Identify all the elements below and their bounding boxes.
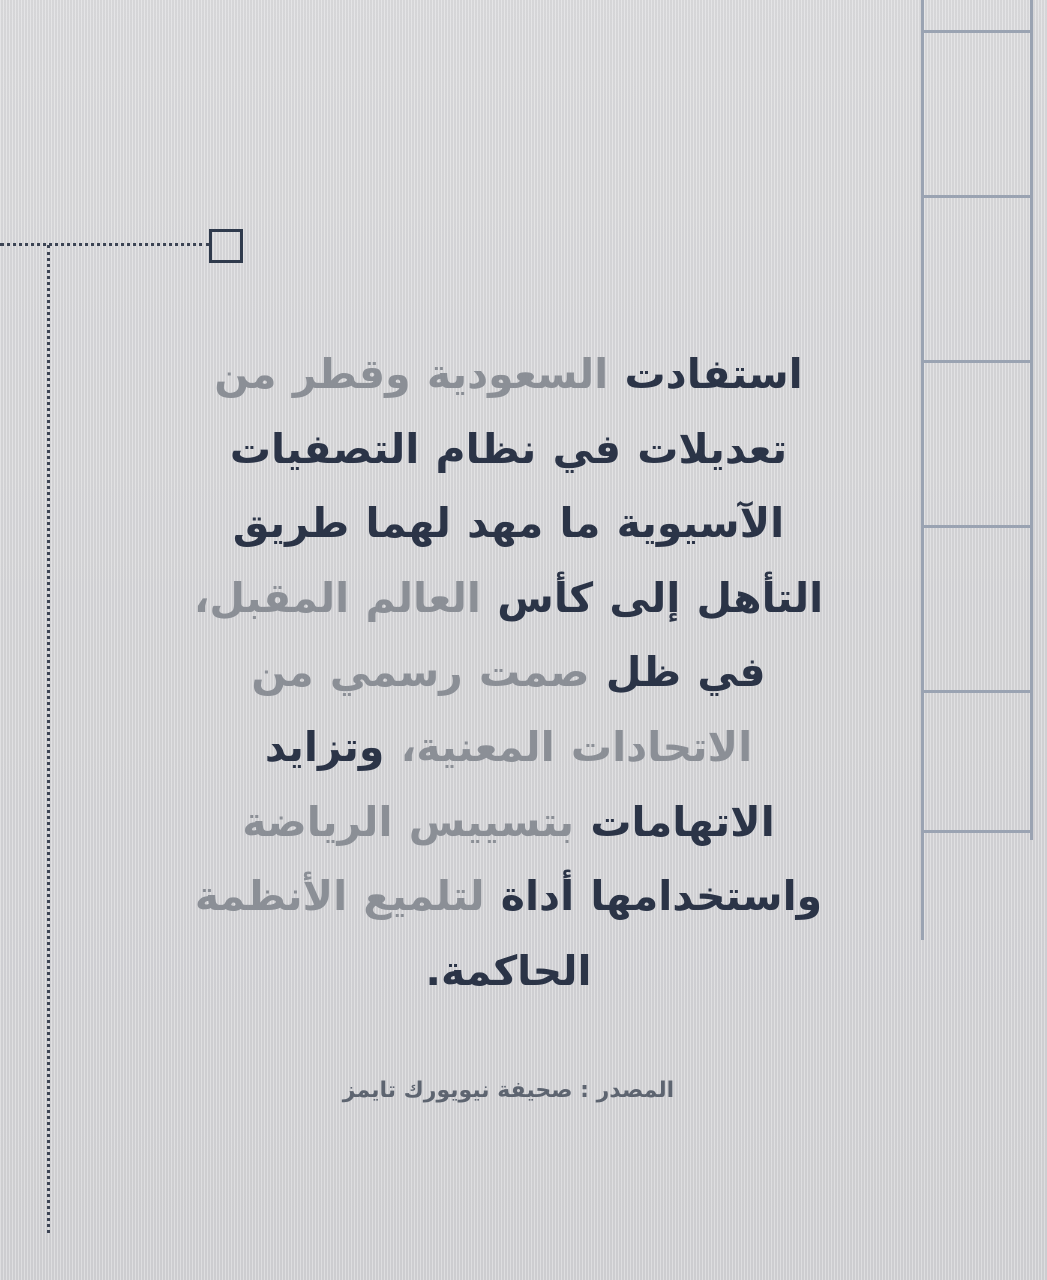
quote-text <box>180 337 837 1008</box>
quote-segment: تعديلات في نظام التصفيات الآسيوية ما مهد لهما طريق التأهل إلى كأس <box>229 424 824 622</box>
quote-segment: لتلميع الأنظمة <box>194 872 485 921</box>
ladder-rung <box>921 30 1033 33</box>
dotted-vertical-line <box>47 245 50 1233</box>
quote-segment: الحاكمة. <box>425 946 592 995</box>
ladder-outer-rail <box>1030 0 1033 840</box>
ladder-decoration <box>887 0 1047 940</box>
ladder-rung <box>921 195 1033 198</box>
square-outline-icon <box>209 229 243 263</box>
ladder-rung <box>921 690 1033 693</box>
source-attribution: المصدر : صحيفة نيويورك تايمز <box>342 1078 675 1103</box>
quote-segment: السعودية وقطر من <box>214 350 609 398</box>
quote-block <box>180 296 837 1049</box>
ladder-rung <box>921 830 1033 833</box>
quote-segment: في ظل <box>605 648 766 697</box>
ladder-rung <box>921 525 1033 528</box>
quote-segment: استفادت <box>624 350 803 398</box>
quote-segment: بتسييس الرياضة <box>242 797 575 846</box>
ladder-rung <box>921 360 1033 363</box>
quote-segment: وتزايد الاتهامات <box>264 723 775 846</box>
quote-segment: واستخدامها أداة <box>500 872 823 921</box>
ladder-inner-rail <box>921 0 924 940</box>
quote-segment: صمت رسمي من الاتحادات المعنية، <box>251 648 753 772</box>
quote-segment: العالم المقبل، <box>193 573 481 622</box>
dotted-horizontal-line <box>0 243 210 246</box>
